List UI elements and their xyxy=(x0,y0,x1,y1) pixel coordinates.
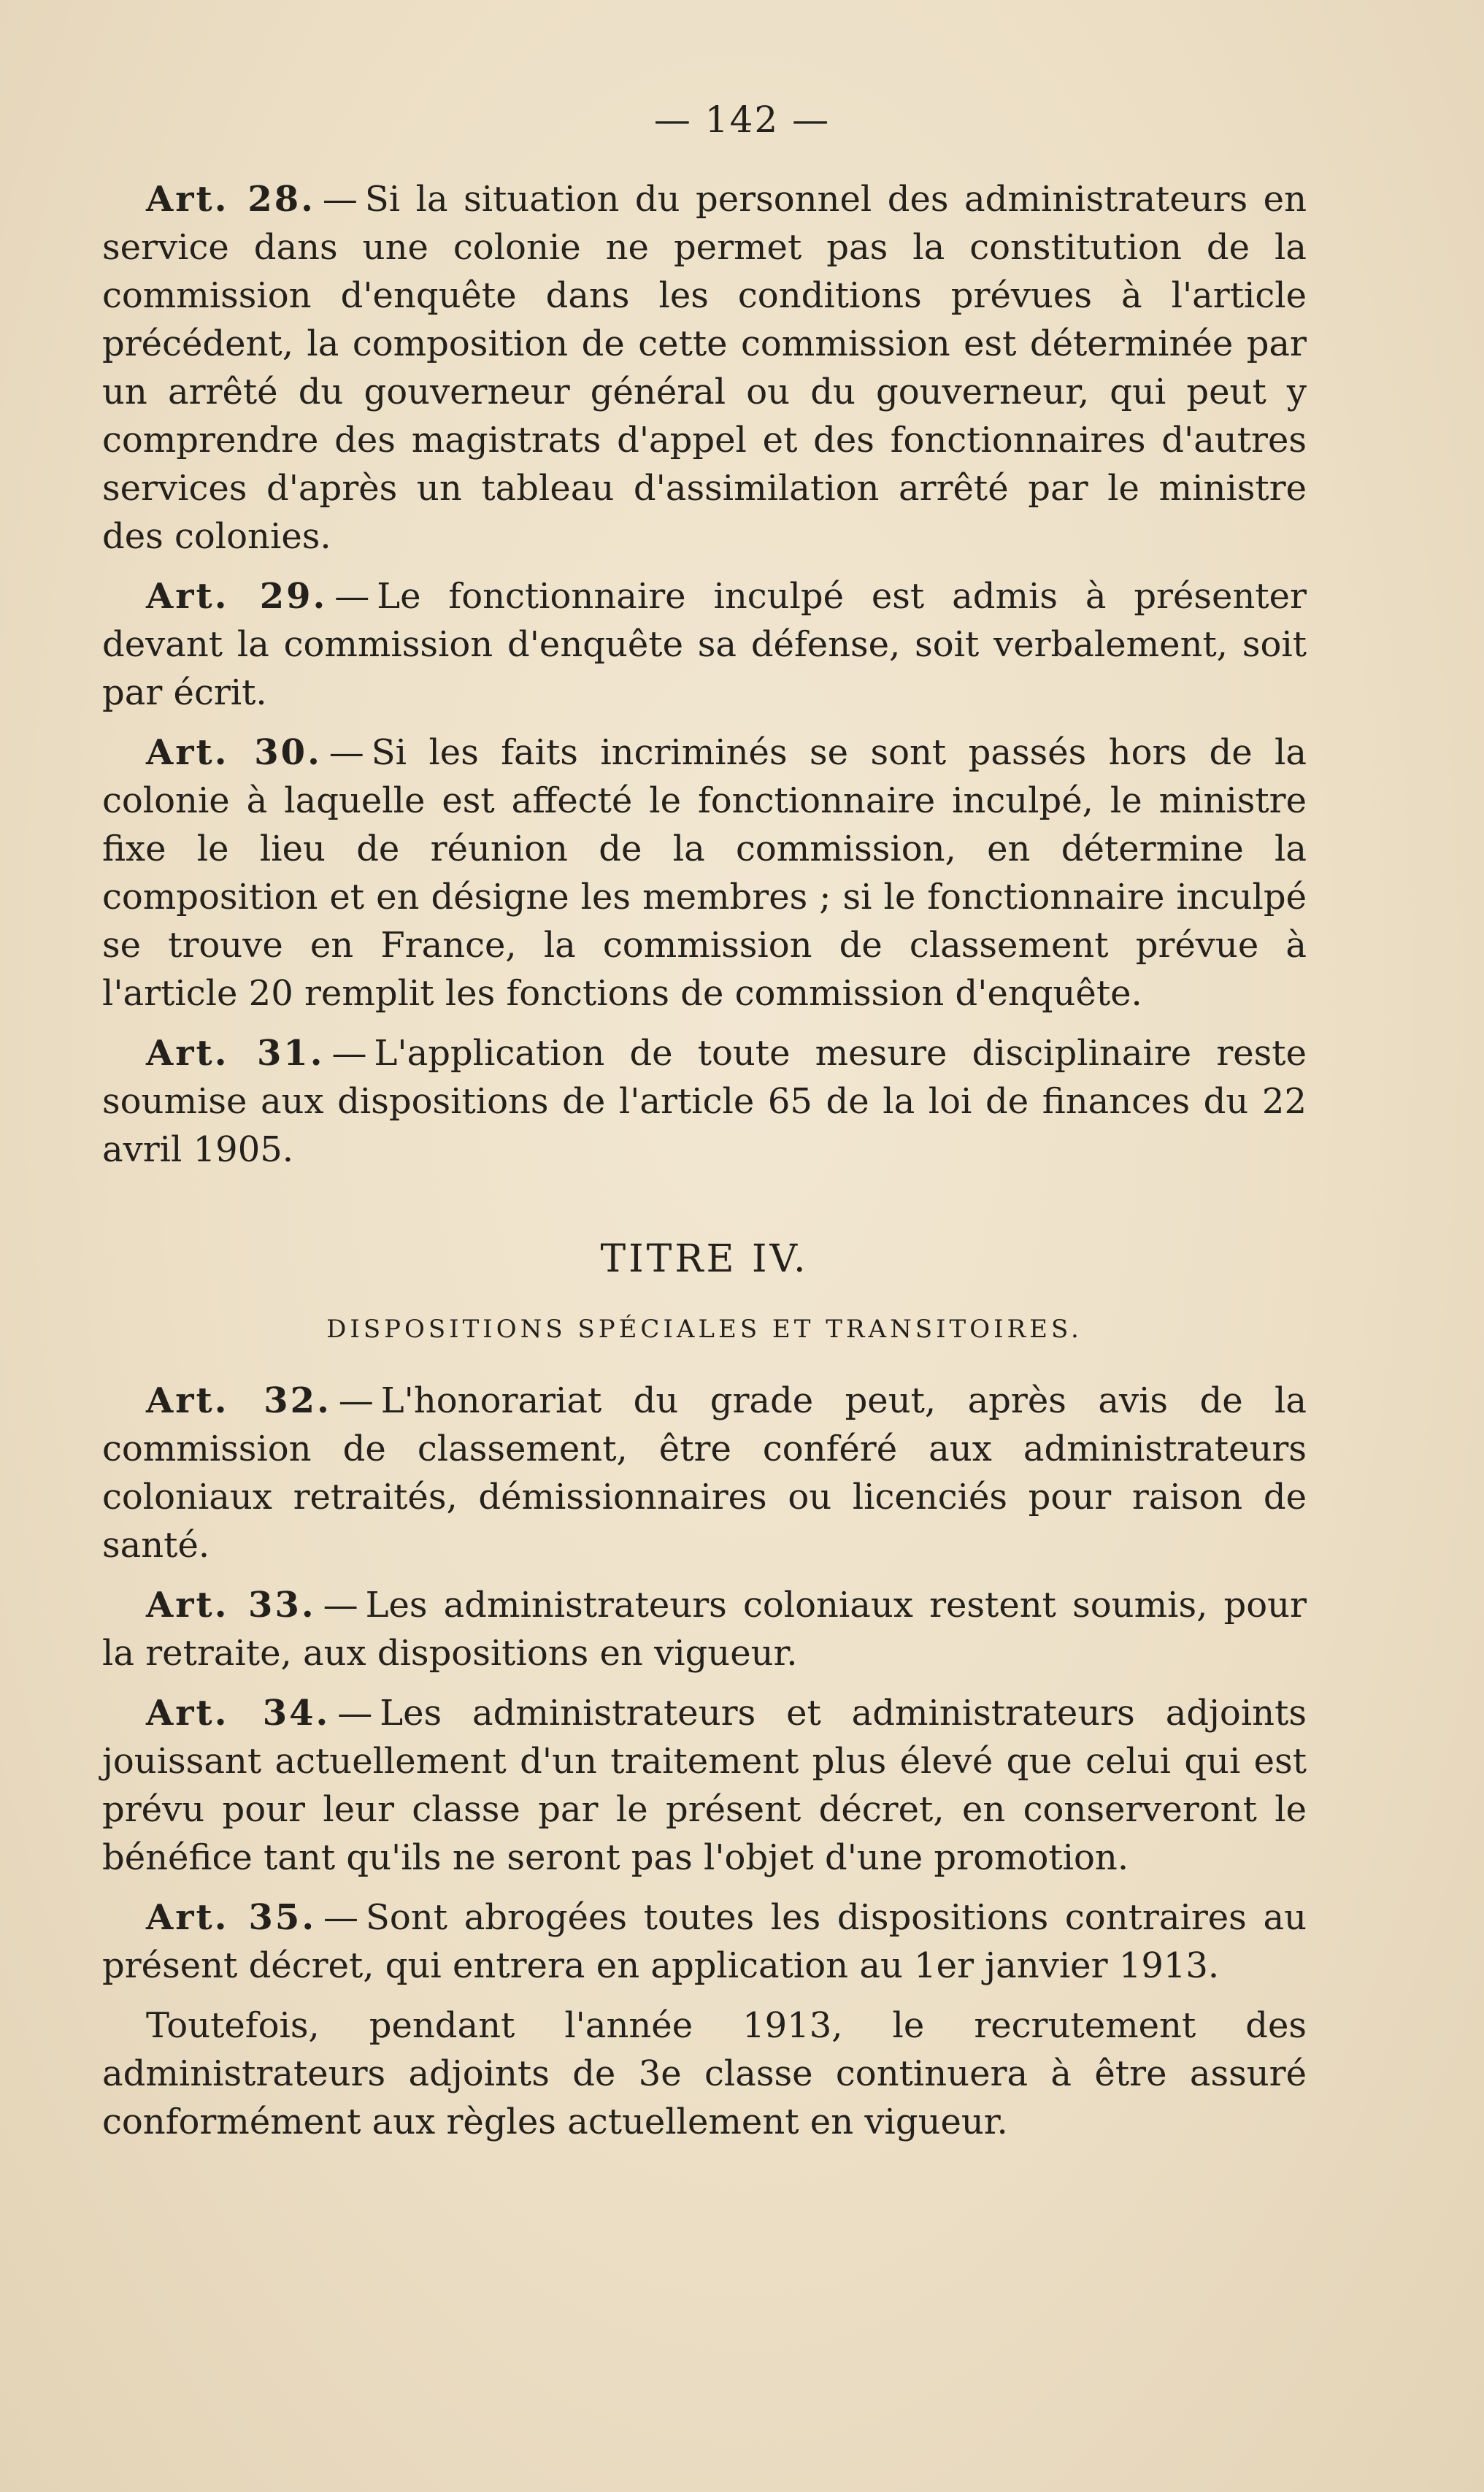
article-label: Art. 34. xyxy=(146,1693,331,1734)
dash-separator: — xyxy=(323,1897,359,1938)
article-text: L'application de toute mesure disciplinaire reste soumise aux dispositions de l'article 65 de la loi de finances du 22 avril 1905. xyxy=(102,1033,1307,1170)
article-label: Art. 32. xyxy=(146,1380,331,1421)
article-text: Si les faits incriminés se sont passés hors de la colonie à laquelle est affecté le fonctionnaire inculpé, le ministre fixe le lieu de réunion de la commission, en détermine la composition et en désigne les membres ; si le fonctionnaire inculpé se trouve en France, la commission de classement prévue à l'article 20 remplit les fonctions de commission d'enquête. xyxy=(102,732,1307,1014)
article-30 xyxy=(102,728,1307,1018)
article-text: Le fonctionnaire inculpé est admis à présenter devant la commission d'enquête sa défense, soit verbalement, soit par écrit. xyxy=(102,576,1307,713)
article-label: Art. 33. xyxy=(146,1585,316,1626)
dash-separator: — xyxy=(328,732,364,773)
article-35 xyxy=(102,1893,1307,1990)
article-text: Les administrateurs coloniaux restent soumis, pour la retraite, aux dispositions en vigueur. xyxy=(102,1585,1307,1674)
section-title: TITRE IV. xyxy=(600,1237,809,1281)
article-text: L'honorariat du grade peut, après avis de la commission de classement, être conféré aux administrateurs coloniaux retraités, démissionnaires ou licenciés pour raison de santé. xyxy=(102,1380,1307,1566)
article-34 xyxy=(102,1689,1307,1882)
article-29 xyxy=(102,572,1307,717)
dash-separator: — xyxy=(322,179,358,220)
closing-paragraph: Toutefois, pendant l'année 1913, le recrutement des administrateurs adjoints de 3e classe continuera à être assuré conformément aux règles actuellement en vigueur. xyxy=(102,2005,1307,2142)
article-label: Art. 29. xyxy=(146,576,328,617)
article-label: Art. 35. xyxy=(146,1897,317,1938)
dash-separator: — xyxy=(323,1585,358,1626)
article-text: Si la situation du personnel des administrateurs en service dans une colonie ne permet pas la constitution de la commission d'enquête dans les conditions prévues à l'article précédent, la composition de cette commission est déterminée par un arrêté du gouverneur général ou du gouverneur, qui peut y comprendre des magistrats d'appel et des fonctionnaires d'autres services d'après un tableau d'assimilation arrêté par le ministre des colonies. xyxy=(102,179,1307,557)
page-number: — 142 — xyxy=(653,99,831,141)
document-body xyxy=(102,175,1307,2146)
article-28 xyxy=(102,175,1307,561)
dash-separator: — xyxy=(334,576,370,617)
article-label: Art. 31. xyxy=(146,1033,325,1074)
article-label: Art. 30. xyxy=(146,732,322,773)
article-text: Sont abrogées toutes les dispositions contraires au présent décret, qui entrera en application au 1er janvier 1913. xyxy=(102,1897,1307,1986)
article-33 xyxy=(102,1581,1307,1677)
article-label: Art. 28. xyxy=(146,179,315,220)
dash-separator: — xyxy=(331,1033,367,1074)
dash-separator: — xyxy=(337,1693,373,1734)
dash-separator: — xyxy=(338,1380,374,1421)
article-32 xyxy=(102,1377,1307,1569)
article-text: Les administrateurs et administrateurs adjoints jouissant actuellement d'un traitement plus élevé que celui qui est prévu pour leur classe par le présent décret, en conserveront le bénéfice tant qu'ils ne seront pas l'objet d'une promotion. xyxy=(102,1693,1307,1878)
section-subtitle: DISPOSITIONS SPÉCIALES ET TRANSITOIRES. xyxy=(326,1315,1083,1344)
article-31 xyxy=(102,1029,1307,1174)
